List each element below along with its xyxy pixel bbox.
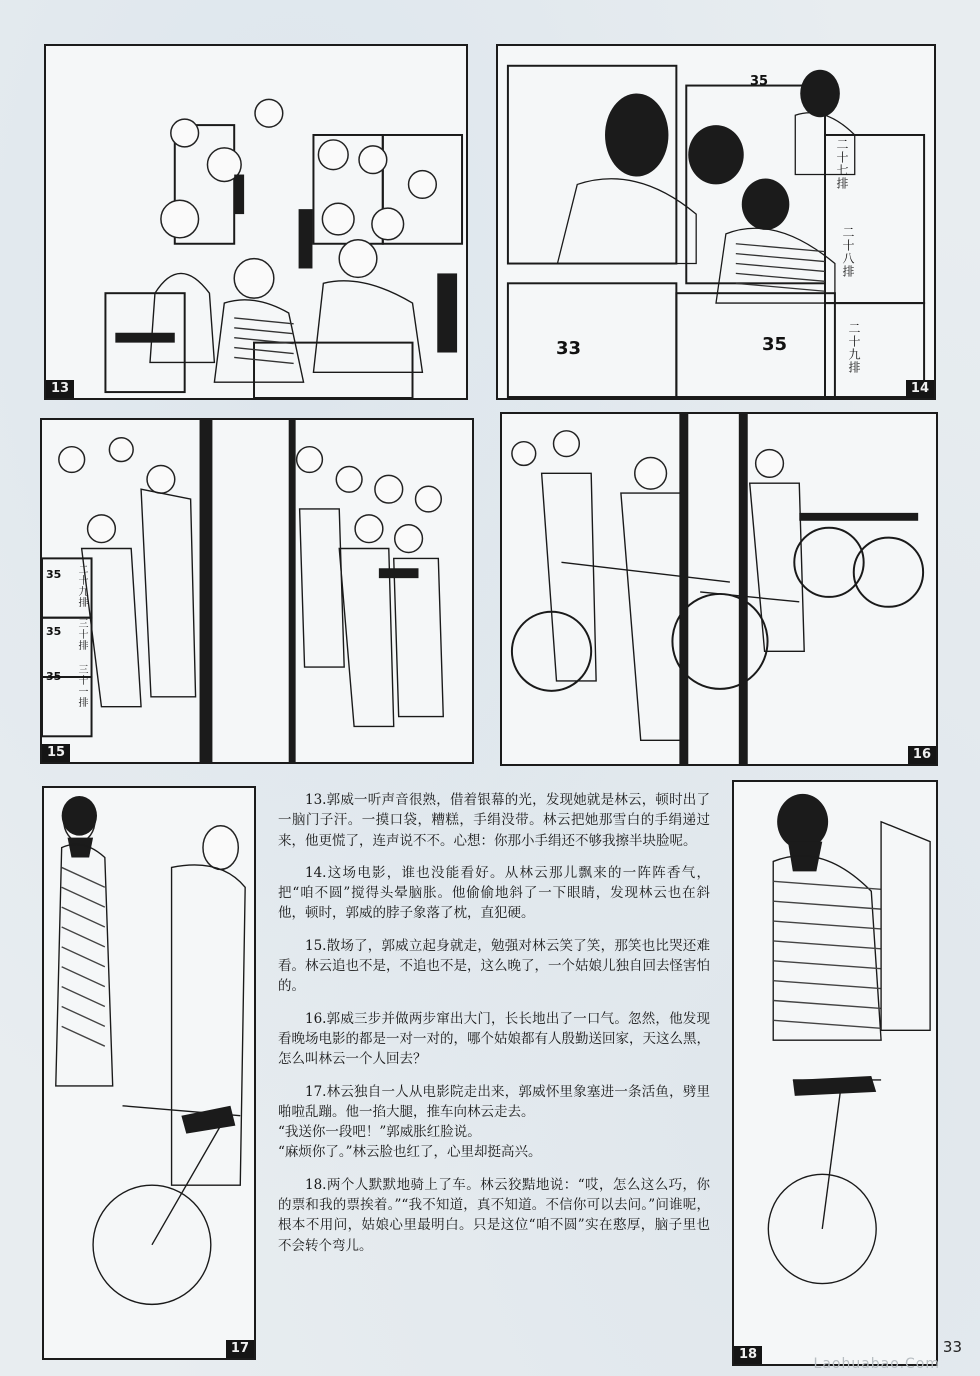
- page-number: 33: [942, 1338, 962, 1356]
- caption-text: [278, 790, 710, 1310]
- panel-18-number: 18: [734, 1346, 762, 1364]
- panel-13-illustration: [46, 46, 466, 398]
- caption-13: 13.郭威一听声音很熟，借着银幕的光，发现她就是林云，顿时出了一脑门子汗。一摸口袋，糟糕，手绢没带。林云把她那雪白的手绢递过来，他更慌了，连声说不不。心想：你那小手绢还不够我擦半块脸呢。: [278, 792, 710, 849]
- panel-13-number: 13: [46, 380, 74, 398]
- row-label-31: 三十一排: [76, 664, 87, 708]
- panel-18: [732, 780, 938, 1366]
- panel-15-illustration: [42, 420, 472, 762]
- panel-17-number: 17: [226, 1340, 254, 1358]
- panel-14-number: 14: [906, 380, 934, 398]
- caption-16: 16.郭威三步并做两步窜出大门，长长地出了一口气。忽然，他发现看晚场电影的都是一对一对的，哪个姑娘都有人殷勤送回家，天这么黑，怎么叫林云一个人回去？: [278, 1010, 710, 1068]
- seat-label-33: 33: [556, 338, 582, 359]
- caption-14: 14.这场电影，谁也没能看好。从林云那儿飘来的一阵阵香气，把“咱不圆”搅得头晕脑胀。他偷偷地斜了一下眼睛，发现林云也在斜他，顿时，郭威的脖子象落了枕，直犯硬。: [278, 864, 710, 922]
- seat-label-35-b: 35: [46, 625, 62, 638]
- seat-label-35-top: 35: [750, 74, 769, 89]
- row-label-27: 二十七排: [835, 138, 849, 190]
- panel-17: [42, 786, 256, 1360]
- panel-16-number: 16: [908, 746, 936, 764]
- panel-13: [44, 44, 468, 400]
- caption-15: 15.散场了，郭威立起身就走，勉强对林云笑了笑，那笑也比哭还难看。林云追也不是，不追也不是，这么晚了，一个姑娘儿独自回去怪害怕的。: [278, 937, 710, 995]
- row-label-29: 二十九排: [847, 322, 861, 374]
- watermark: Laohuabao.Com: [813, 1356, 940, 1372]
- panel-15-number: 15: [42, 744, 70, 762]
- panel-17-illustration: [44, 788, 254, 1358]
- row-label-28: 二十八排: [841, 226, 855, 278]
- seat-label-35-c: 35: [46, 670, 62, 683]
- row-label-29b: 二十九排: [76, 564, 87, 608]
- panel-16: [500, 412, 938, 766]
- seat-label-35-bottom: 35: [762, 334, 788, 355]
- caption-18: 18.两个人默默地骑上了车。林云狡黠地说：“哎，怎么这么巧，你的票和我的票挨着。”“我不知道，真不知道。不信你可以去问。”问谁呢，根本不用问，姑娘心里最明白。只是这位“咱不圆”实在憨厚，脑子里也不会转个弯儿。: [278, 1176, 710, 1254]
- panel-15: [40, 418, 474, 764]
- seat-label-35-a: 35: [46, 568, 62, 581]
- caption-17: 17.林云独自一人从电影院走出来，郭威怀里象塞进一条活鱼，劈里啪啦乱蹦。他一掐大腿，推车向林云走去。 “我送你一段吧！”郭威胀红脸说。 “麻烦你了。”林云脸也红了，心里却挺高兴。: [278, 1083, 710, 1161]
- row-label-30: 三十排: [76, 618, 87, 651]
- panel-14: [496, 44, 936, 400]
- panel-16-illustration: [502, 414, 936, 764]
- panel-18-illustration: [734, 782, 936, 1364]
